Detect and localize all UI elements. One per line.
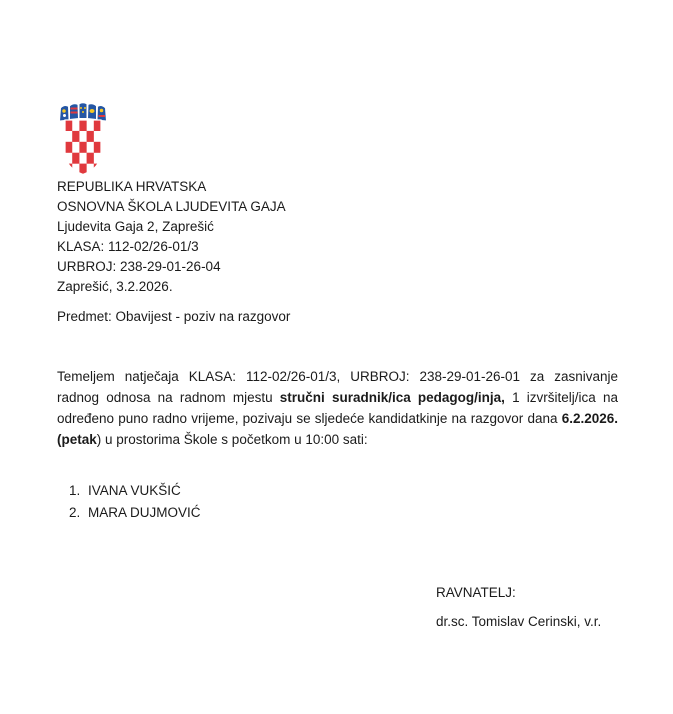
candidate-item: MARA DUJMOVIĆ <box>88 504 201 520</box>
signature-name: dr.sc. Tomislav Cerinski, v.r. <box>436 614 602 629</box>
letterhead-school-name: OSNOVNA ŠKOLA LJUDEVITA GAJA <box>57 199 286 214</box>
coat-of-arms-graphic <box>58 102 108 177</box>
body-paragraph: Temeljem natječaja KLASA: 112-02/26-01/3, URBROJ: 238-29-01-26-01 za zasnivanje radnog odnosa na radnom mjestu stručni suradnik/ica pedagog/inja, 1 izvršitelj/ica na određeno puno radno vrijeme, pozivaju se sljedeće kandidatkinje na razgovor dana 6.2.2026. (petak) u prostorima Škole s početkom u 10:00 sati: <box>57 369 618 447</box>
letterhead-address: Ljudevita Gaja 2, Zaprešić <box>57 219 214 234</box>
subject-line: Predmet: Obavijest - poziv na razgovor <box>57 309 291 324</box>
letterhead-place-date: Zaprešić, 3.2.2026. <box>57 279 173 294</box>
croatian-coat-of-arms <box>58 102 108 177</box>
letterhead-urbroj: URBROJ: 238-29-01-26-04 <box>57 259 221 274</box>
letterhead-klasa: KLASA: 112-02/26-01/3 <box>57 239 199 254</box>
signature-block <box>436 586 601 629</box>
letterhead-country: REPUBLIKA HRVATSKA <box>57 179 207 194</box>
letterhead <box>57 177 286 297</box>
signature-title: RAVNATELJ: <box>436 585 516 600</box>
candidate-item: IVANA VUKŠIĆ <box>88 483 181 498</box>
candidates-list <box>69 480 201 523</box>
